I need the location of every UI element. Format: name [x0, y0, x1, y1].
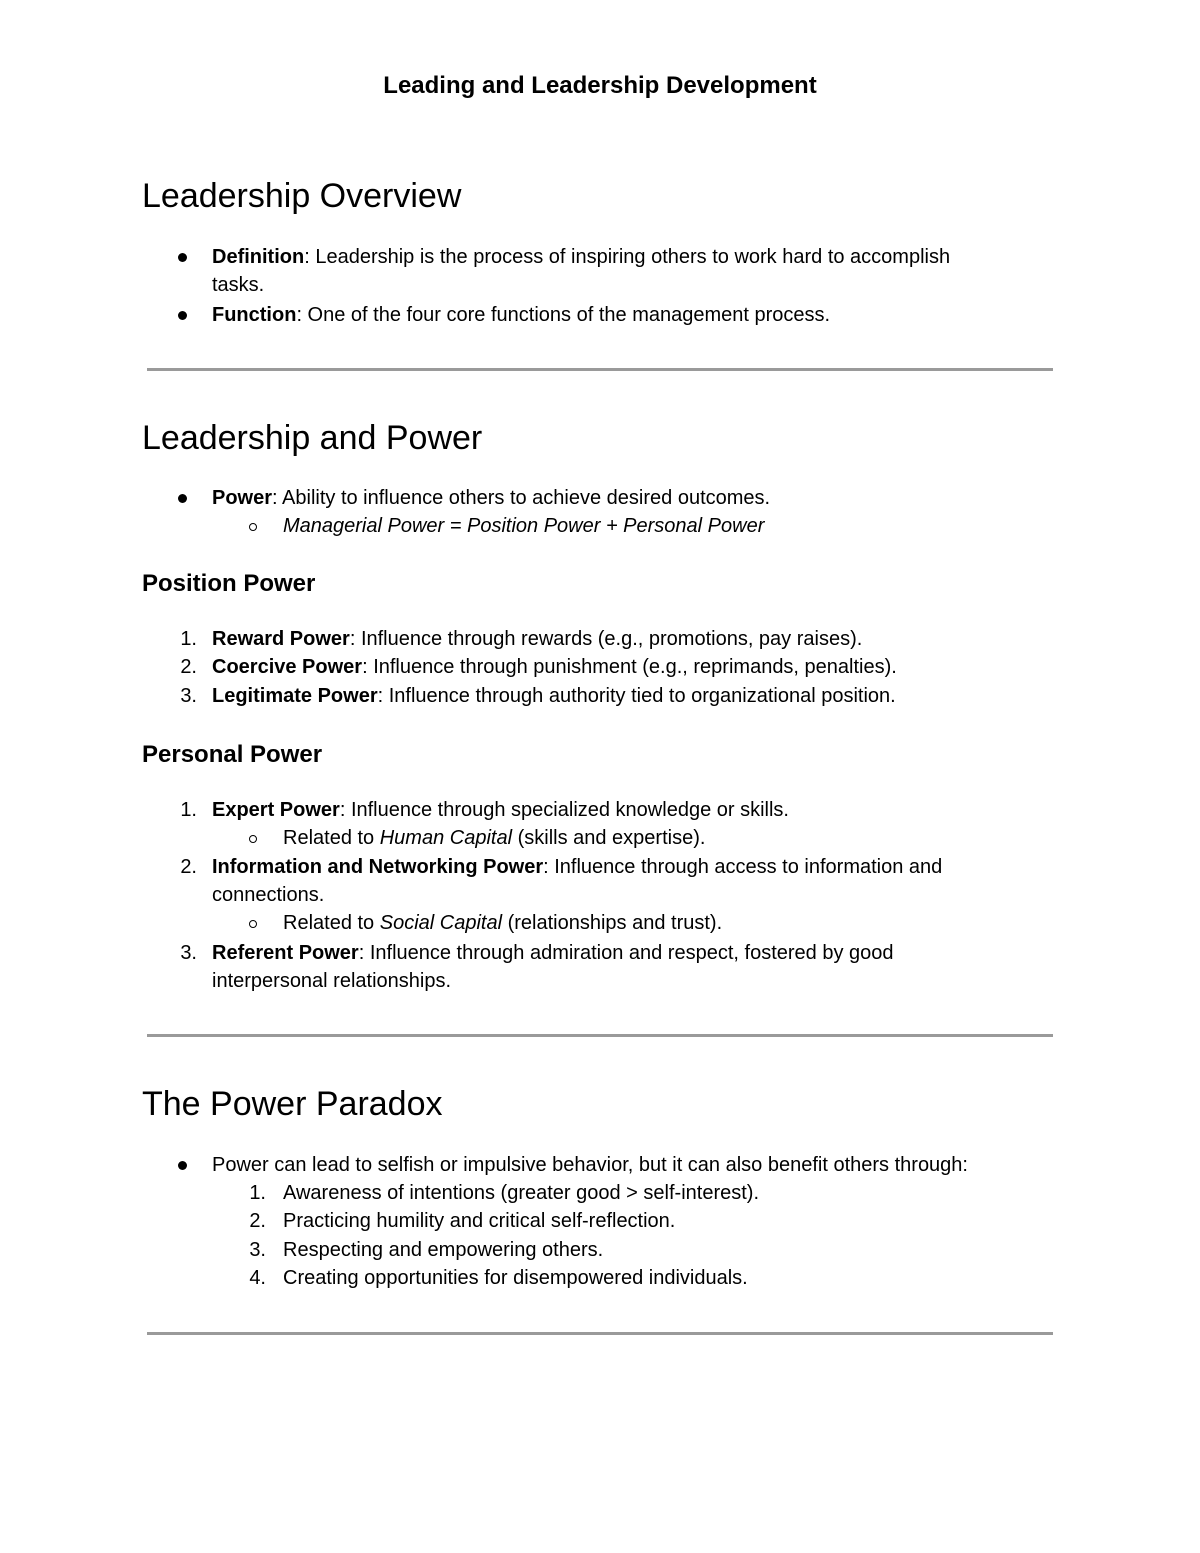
section-heading-overview: Leadership Overview: [142, 177, 462, 215]
term-label: Definition: [212, 246, 305, 268]
number-marker: 2.: [180, 656, 197, 678]
item-text: tasks.: [212, 274, 265, 296]
list-item-information-continued: [212, 881, 1052, 910]
term-label: Reward Power: [212, 628, 350, 650]
list-subitem-humility: [249, 1207, 1123, 1236]
list-subitem-respecting: [249, 1236, 1123, 1265]
list-item-referent-continued: [212, 967, 1052, 996]
term-label: Expert Power: [212, 799, 340, 821]
term-label: Information and Networking Power: [212, 856, 544, 878]
list-item-referent-power: [180, 939, 1052, 968]
number-marker: 2.: [249, 1210, 266, 1232]
list-item-legitimate-power: [180, 682, 1052, 711]
item-text: : Influence through access to information and: [543, 856, 943, 878]
item-text: Respecting and empowering others.: [283, 1239, 604, 1261]
number-marker: 1.: [180, 628, 197, 650]
number-marker: 2.: [180, 856, 197, 878]
list-item-power: [212, 484, 1052, 513]
item-text: : Influence through admiration and respect, fostered by good: [358, 942, 894, 964]
list-item-definition-continued: [212, 271, 1052, 300]
emphasis-text: Social Capital: [379, 912, 503, 934]
item-text: : Influence through punishment (e.g., reprimands, penalties).: [362, 656, 897, 678]
item-text: : Influence through specialized knowledge or skills.: [339, 799, 789, 821]
item-text: : Ability to influence others to achieve desired outcomes.: [272, 487, 771, 509]
list-subitem-awareness: [249, 1179, 1123, 1208]
item-text: : Leadership is the process of inspiring others to work hard to accomplish: [304, 246, 951, 268]
horizontal-divider: [147, 1034, 1053, 1037]
item-text: Creating opportunities for disempowered individuals.: [283, 1267, 748, 1289]
number-marker: 3.: [180, 942, 197, 964]
list-item-coercive-power: [180, 653, 1052, 682]
number-marker: 3.: [249, 1239, 266, 1261]
item-text: Power can lead to selfish or impulsive behavior, but it can also benefit others through:: [212, 1154, 968, 1176]
item-text: : Influence through rewards (e.g., promotions, pay raises).: [349, 628, 863, 650]
item-text: : One of the four core functions of the management process.: [296, 304, 831, 326]
list-item-paradox: [212, 1151, 1052, 1180]
item-text: interpersonal relationships.: [212, 970, 452, 992]
term-label: Coercive Power: [212, 656, 363, 678]
number-marker: 1.: [180, 799, 197, 821]
term-label: Power: [212, 487, 273, 509]
term-label: Referent Power: [212, 942, 359, 964]
item-text: Related to: [283, 912, 380, 934]
list-item-reward-power: [180, 625, 1052, 654]
list-subitem-human-capital: [283, 824, 1123, 853]
horizontal-divider: [147, 1332, 1053, 1335]
number-marker: 1.: [249, 1182, 266, 1204]
number-marker: 3.: [180, 685, 197, 707]
term-label: Legitimate Power: [212, 685, 378, 707]
item-text: (relationships and trust).: [502, 912, 723, 934]
list-item-information-networking-power: [180, 853, 1052, 882]
term-label: Function: [212, 304, 297, 326]
list-subitem-social-capital: [283, 909, 1123, 938]
list-item-expert-power: [180, 796, 1052, 825]
subheading-personal-power: Personal Power: [142, 741, 323, 768]
list-subitem-managerial-power: [283, 512, 1123, 541]
item-text: Awareness of intentions (greater good > self-interest).: [283, 1182, 759, 1204]
section-heading-paradox: The Power Paradox: [142, 1085, 443, 1123]
subheading-position-power: Position Power: [142, 570, 316, 597]
item-text: Related to: [283, 827, 380, 849]
formula-text: Managerial Power = Position Power + Personal Power: [283, 515, 765, 537]
item-text: : Influence through authority tied to organizational position.: [377, 685, 896, 707]
horizontal-divider: [147, 368, 1053, 371]
section-heading-power: Leadership and Power: [142, 419, 483, 457]
list-subitem-opportunities: [249, 1264, 1123, 1293]
item-text: connections.: [212, 884, 325, 906]
list-item-definition: [212, 243, 1052, 272]
emphasis-text: Human Capital: [379, 827, 513, 849]
item-text: Practicing humility and critical self-reflection.: [283, 1210, 676, 1232]
document-title: Leading and Leadership Development: [383, 72, 817, 99]
number-marker: 4.: [249, 1267, 266, 1289]
item-text: (skills and expertise).: [512, 827, 706, 849]
list-item-function: [212, 301, 1052, 330]
